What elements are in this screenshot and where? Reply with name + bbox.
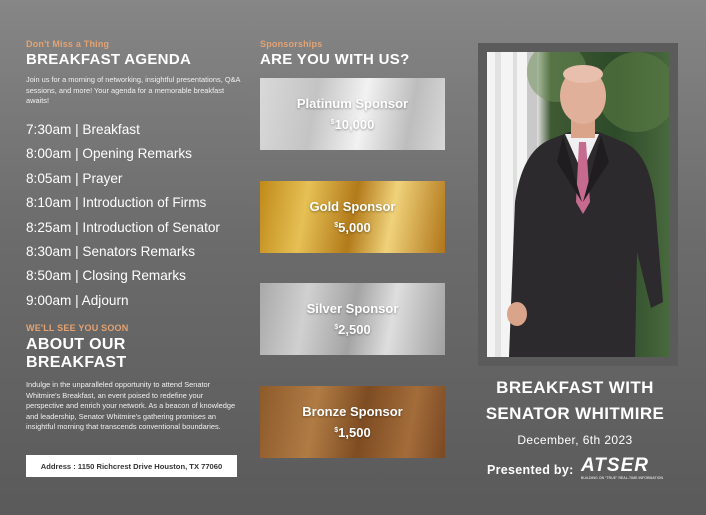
senator-photo xyxy=(487,52,669,357)
event-title-line2: SENATOR WHITMIRE xyxy=(485,404,665,423)
agenda-heading: BREAKFAST AGENDA xyxy=(26,51,192,68)
about-kicker: WE'LL SEE YOU SOON xyxy=(26,323,129,333)
atser-logo xyxy=(581,456,663,484)
sponsor-price: $5,000 xyxy=(334,220,371,235)
agenda-item: 7:30am | Breakfast xyxy=(26,122,140,137)
agenda-item: 8:10am | Introduction of Firms xyxy=(26,195,207,211)
sponsor-name: Gold Sponsor xyxy=(309,199,396,214)
bronze-sponsor-card[interactable] xyxy=(260,386,445,458)
agenda-intro: Join us for a morning of networking, insightful presentations, Q&A sessions, and more! Your agenda for a memorable breakfast awaits! xyxy=(26,75,241,105)
agenda-kicker: Don't Miss a Thing xyxy=(26,39,110,49)
event-title-line1: BREAKFAST WITH xyxy=(496,378,654,397)
sponsorships-heading: ARE YOU WITH US? xyxy=(260,51,410,68)
gold-sponsor-card[interactable] xyxy=(260,181,445,253)
about-heading-line1: ABOUT OUR xyxy=(26,336,126,353)
senator-portrait-icon xyxy=(487,52,669,357)
sponsor-name: Silver Sponsor xyxy=(306,301,399,316)
sponsor-price: $1,500 xyxy=(334,425,371,440)
agenda-item: 8:50am | Closing Remarks xyxy=(26,268,186,284)
about-text: Indulge in the unparalleled opportunity to attend Senator Whitmire's Breakfast, an event poised to redefine your perspective and enrich your network. As a beacon of knowledge and leadership, Senator Whitmire's gathering promises an insightful morning that transcends conventional boundaries. xyxy=(26,380,236,431)
event-date: December, 6th 2023 xyxy=(517,433,633,447)
agenda-item: 8:00am | Opening Remarks xyxy=(26,146,192,162)
silver-sponsor-card[interactable] xyxy=(260,283,445,355)
agenda-item: 9:00am | Adjourn xyxy=(26,292,129,308)
agenda-list xyxy=(26,118,220,313)
sponsor-price: $2,500 xyxy=(334,322,371,337)
presented-by-label: Presented by: xyxy=(487,463,574,477)
about-heading xyxy=(26,336,126,372)
sponsor-name: Platinum Sponsor xyxy=(296,96,409,111)
agenda-item: 8:30am | Senators Remarks xyxy=(26,244,195,260)
address-box: Address : 1150 Richcrest Drive Houston, TX 77060 xyxy=(26,455,237,477)
about-heading-line2: BREAKFAST xyxy=(26,354,127,371)
logo-text: ATSER xyxy=(581,455,649,476)
platinum-sponsor-card[interactable] xyxy=(260,78,445,150)
sponsor-price: $10,000 xyxy=(330,117,375,132)
agenda-item: 8:25am | Introduction of Senator xyxy=(26,219,220,235)
agenda-item: 8:05am | Prayer xyxy=(26,170,123,186)
sponsor-name: Bronze Sponsor xyxy=(302,404,403,419)
sponsorships-kicker: Sponsorships xyxy=(260,39,323,49)
logo-tagline: BUILDING ON "TRUE" REAL-TIME INFORMATION xyxy=(581,476,664,480)
